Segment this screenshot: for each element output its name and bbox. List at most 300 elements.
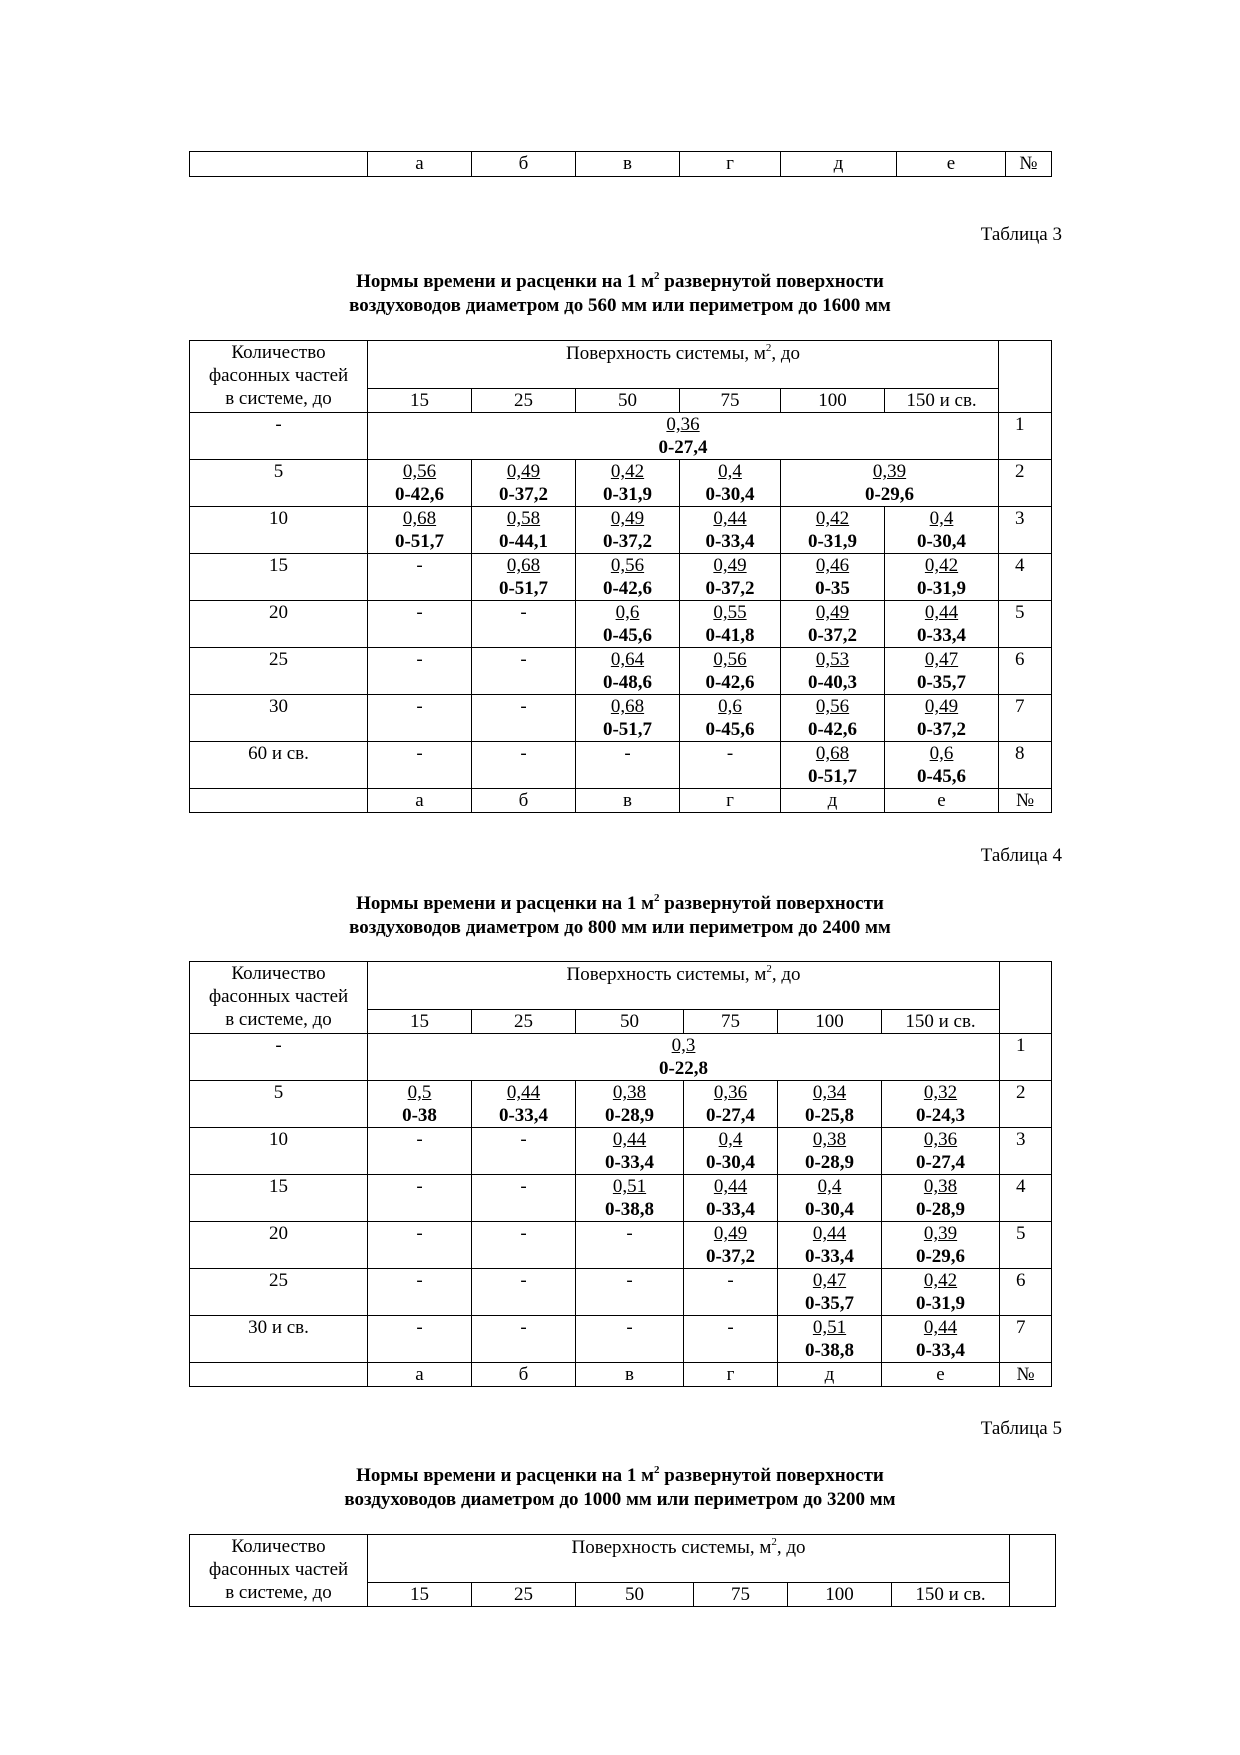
value-cell (680, 601, 781, 648)
row-number: 5 (999, 601, 1052, 648)
footer-blank (190, 152, 368, 177)
footer-col: д (778, 1363, 882, 1387)
value-cell (778, 1222, 882, 1269)
rate-price: 0-37,2 (705, 578, 755, 599)
qty-cell: 5 (190, 1081, 368, 1128)
prev-table-footer (189, 151, 1052, 177)
rate-price: 0-51,7 (394, 531, 445, 552)
row-number: 3 (999, 507, 1052, 554)
surface-col-header: 100 (781, 389, 885, 413)
qty-cell: 25 (190, 648, 368, 695)
row-number: 6 (999, 648, 1052, 695)
time-norm: 0,36 (923, 1129, 958, 1150)
time-norm: 0,44 (713, 1176, 748, 1197)
row-number: 1 (1000, 1034, 1052, 1081)
heading-line-1: Нормы времени и расценки на 1 $м^2$ развернутой поверхности (356, 891, 884, 914)
rate-price: 0-28,9 (604, 1105, 655, 1126)
time-norm: 0,44 (713, 508, 747, 529)
value-cell (781, 742, 885, 789)
surface-col-header: 100 (788, 1583, 892, 1607)
value-cell (882, 1222, 1000, 1269)
time-norm: 0,56 (610, 555, 645, 576)
time-norm: 0,42 (610, 461, 645, 482)
dash-cell: - (576, 1316, 684, 1363)
qty-cell: 30 (190, 695, 368, 742)
value-cell (368, 460, 472, 507)
surface-col-header: 75 (680, 389, 781, 413)
qty-header-line: Количество (231, 342, 326, 363)
merged-value-cell (368, 1034, 1000, 1081)
row-number: 1 (999, 413, 1052, 460)
dash-cell: - (368, 695, 472, 742)
qty-header (190, 962, 368, 1034)
rate-price: 0-30,4 (804, 1199, 855, 1220)
heading-line-1: Нормы времени и расценки на 1 $м^2$ развернутой поверхности (356, 1463, 884, 1486)
footer-col: № (999, 789, 1052, 813)
rate-price: 0-51,7 (807, 766, 858, 787)
table-3 (189, 340, 1052, 813)
value-cell (882, 1175, 1000, 1222)
value-cell (781, 601, 885, 648)
time-norm: 0,4 (929, 508, 954, 529)
surface-header: Поверхность системы, $м^2$, до (368, 1535, 1010, 1583)
table-row (190, 742, 1052, 789)
rate-price: 0-30,4 (705, 1152, 756, 1173)
rate-price: 0-42,6 (394, 484, 445, 505)
dash-cell: - (368, 1175, 472, 1222)
dash-cell: - (576, 1222, 684, 1269)
qty-header-line: фасонных частей (208, 1559, 349, 1580)
table-4-heading (189, 892, 1051, 940)
time-norm: 0,44 (812, 1223, 847, 1244)
value-cell (781, 554, 885, 601)
value-cell (576, 460, 680, 507)
time-norm: 0,3 (671, 1035, 696, 1056)
footer-col: б (472, 1363, 576, 1387)
value-cell (684, 1081, 778, 1128)
value-cell (882, 1269, 1000, 1316)
time-norm: 0,6 (718, 696, 742, 717)
dash-cell: - (368, 1128, 472, 1175)
dash-cell: - (472, 1222, 576, 1269)
footer-col: г (680, 152, 781, 177)
time-norm: 0,39 (872, 461, 907, 482)
footer-col: в (576, 152, 680, 177)
time-norm: 0,46 (815, 555, 850, 576)
value-cell (778, 1316, 882, 1363)
rate-price: 0-33,4 (604, 1152, 655, 1173)
dash-cell: - (576, 1269, 684, 1316)
footer-row (190, 789, 1052, 813)
surface-col-header: 25 (472, 1010, 576, 1034)
value-cell (778, 1128, 882, 1175)
rate-price: 0-35 (815, 578, 850, 599)
rate-price: 0-51,7 (602, 719, 653, 740)
value-cell (885, 554, 999, 601)
dash-cell: - (684, 1269, 778, 1316)
qty-header-line: в системе, до (225, 388, 332, 409)
surface-header: Поверхность системы, $м^2$, до (368, 341, 999, 389)
row-number: 8 (999, 742, 1052, 789)
time-norm: 0,47 (924, 649, 959, 670)
surface-col-header: 150 и св. (892, 1583, 1010, 1607)
surface-col-header: 15 (368, 389, 472, 413)
value-cell (472, 1081, 576, 1128)
value-cell (576, 601, 680, 648)
table-4-label: Таблица 4 (980, 845, 1062, 866)
time-norm: 0,36 (666, 414, 700, 435)
row-number: 2 (999, 460, 1052, 507)
rate-price: 0-33,4 (705, 1199, 756, 1220)
rate-price: 0-25,8 (804, 1105, 855, 1126)
footer-col: б (472, 789, 576, 813)
surface-col-header: 50 (576, 389, 680, 413)
rate-price: 0-35,7 (916, 672, 967, 693)
time-norm: 0,49 (506, 461, 541, 482)
row-number: 7 (999, 695, 1052, 742)
value-cell (576, 695, 680, 742)
rate-price: 0-44,1 (498, 531, 549, 552)
time-norm: 0,53 (815, 649, 850, 670)
rate-price: 0-37,2 (602, 531, 653, 552)
value-cell (885, 601, 999, 648)
value-cell (882, 1128, 1000, 1175)
table-row (190, 1034, 1052, 1081)
table-row (190, 554, 1052, 601)
time-norm: 0,51 (612, 1176, 647, 1197)
table-row (190, 1222, 1052, 1269)
footer-col: а (368, 789, 472, 813)
rate-price: 0-29,6 (915, 1246, 966, 1267)
footer-col: № (1000, 1363, 1052, 1387)
qty-header (190, 341, 368, 413)
table-row (190, 460, 1052, 507)
qty-cell: 30 и св. (190, 1316, 368, 1363)
dash-cell: - (472, 601, 576, 648)
qty-cell: 15 (190, 1175, 368, 1222)
footer-col: е (897, 152, 1006, 177)
time-norm: 0,44 (612, 1129, 647, 1150)
qty-header-line: Количество (231, 963, 326, 984)
num-header (999, 341, 1052, 413)
rate-price: 0-31,9 (602, 484, 653, 505)
footer-col: г (680, 789, 781, 813)
qty-header-line: в системе, до (225, 1582, 332, 1603)
qty-cell: 10 (190, 1128, 368, 1175)
footer-blank (190, 789, 368, 813)
time-norm: 0,44 (923, 1317, 958, 1338)
value-cell (576, 1175, 684, 1222)
rate-price: 0-28,9 (804, 1152, 855, 1173)
time-norm: 0,49 (713, 1223, 748, 1244)
rate-price: 0-40,3 (807, 672, 858, 693)
footer-col: д (781, 152, 897, 177)
dash-cell: - (368, 1269, 472, 1316)
qty-cell: - (190, 1034, 368, 1081)
time-norm: 0,56 (713, 649, 747, 670)
footer-col: е (882, 1363, 1000, 1387)
rate-price: 0-45,6 (705, 719, 755, 740)
table-row (190, 1128, 1052, 1175)
surface-col-header: 150 и св. (885, 389, 999, 413)
time-norm: 0,4 (817, 1176, 842, 1197)
footer-col: № (1006, 152, 1052, 177)
surface-col-header: 100 (778, 1010, 882, 1034)
rate-price: 0-31,9 (916, 578, 967, 599)
table-row (190, 1316, 1052, 1363)
row-number: 4 (999, 554, 1052, 601)
rate-price: 0-42,6 (602, 578, 653, 599)
qty-cell: 20 (190, 601, 368, 648)
value-cell (680, 460, 781, 507)
rate-price: 0-38,8 (604, 1199, 655, 1220)
dash-cell: - (368, 1222, 472, 1269)
dash-cell: - (368, 1316, 472, 1363)
rate-price: 0-22,8 (658, 1058, 709, 1079)
rate-price: 0-33,4 (916, 625, 967, 646)
dash-cell: - (472, 742, 576, 789)
table-row (190, 1081, 1052, 1128)
value-cell (472, 460, 576, 507)
row-number: 5 (1000, 1222, 1052, 1269)
time-norm: 0,34 (812, 1082, 847, 1103)
time-norm: 0,44 (924, 602, 959, 623)
footer-row (190, 152, 1052, 177)
time-norm: 0,68 (610, 696, 645, 717)
time-norm: 0,42 (924, 555, 959, 576)
dash-cell: - (576, 742, 680, 789)
dash-cell: - (472, 648, 576, 695)
surface-col-header: 25 (472, 1583, 576, 1607)
qty-cell: 15 (190, 554, 368, 601)
rate-price: 0-37,2 (807, 625, 858, 646)
time-norm: 0,68 (815, 743, 850, 764)
value-cell (684, 1222, 778, 1269)
rate-price: 0-24,3 (915, 1105, 966, 1126)
rate-price: 0-38 (402, 1105, 437, 1126)
rate-price: 0-31,9 (915, 1293, 966, 1314)
time-norm: 0,68 (506, 555, 541, 576)
rate-price: 0-33,4 (915, 1340, 966, 1361)
table-3-heading (189, 270, 1051, 318)
time-norm: 0,55 (713, 602, 747, 623)
rate-price: 0-27,4 (705, 1105, 756, 1126)
rate-price: 0-45,6 (916, 766, 967, 787)
time-norm: 0,38 (812, 1129, 847, 1150)
time-norm: 0,36 (713, 1082, 748, 1103)
time-norm: 0,6 (929, 743, 954, 764)
time-norm: 0,32 (923, 1082, 958, 1103)
value-cell (781, 648, 885, 695)
surface-col-header: 50 (576, 1583, 694, 1607)
value-cell (781, 695, 885, 742)
rate-price: 0-33,4 (498, 1105, 549, 1126)
footer-col: в (576, 1363, 684, 1387)
value-cell (576, 1128, 684, 1175)
row-number: 3 (1000, 1128, 1052, 1175)
surface-col-header: 25 (472, 389, 576, 413)
time-norm: 0,4 (718, 461, 742, 482)
qty-header-line: в системе, до (225, 1009, 332, 1030)
footer-blank (190, 1363, 368, 1387)
qty-cell: - (190, 413, 368, 460)
table-3-label: Таблица 3 (980, 224, 1062, 245)
table-row (190, 507, 1052, 554)
header-row (190, 962, 1052, 1010)
table-5 (189, 1534, 1056, 1607)
header-row (190, 1535, 1056, 1583)
value-cell (885, 507, 999, 554)
rate-price: 0-37,2 (916, 719, 967, 740)
rate-price: 0-42,6 (705, 672, 755, 693)
surface-col-header: 50 (576, 1010, 684, 1034)
rate-price: 0-45,6 (602, 625, 653, 646)
value-cell (576, 648, 680, 695)
value-cell (781, 507, 885, 554)
qty-cell: 25 (190, 1269, 368, 1316)
rate-price: 0-28,9 (915, 1199, 966, 1220)
time-norm: 0,4 (718, 1129, 743, 1150)
rate-price: 0-51,7 (498, 578, 549, 599)
merged-value-cell (781, 460, 999, 507)
value-cell (576, 507, 680, 554)
dash-cell: - (472, 1269, 576, 1316)
row-number: 4 (1000, 1175, 1052, 1222)
value-cell (885, 695, 999, 742)
time-norm: 0,6 (615, 602, 640, 623)
table-4 (189, 961, 1052, 1387)
rate-price: 0-33,4 (705, 531, 755, 552)
footer-col: г (684, 1363, 778, 1387)
time-norm: 0,42 (923, 1270, 958, 1291)
surface-col-header: 75 (694, 1583, 788, 1607)
rate-price: 0-27,4 (915, 1152, 966, 1173)
qty-header-line: фасонных частей (208, 986, 349, 1007)
rate-price: 0-27,4 (658, 437, 708, 458)
value-cell (680, 507, 781, 554)
num-header (1000, 962, 1052, 1034)
heading-line-1: Нормы времени и расценки на 1 $м^2$ развернутой поверхности (356, 269, 884, 292)
rate-price: 0-35,7 (804, 1293, 855, 1314)
dash-cell: - (368, 742, 472, 789)
rate-price: 0-29,6 (864, 484, 915, 505)
value-cell (680, 648, 781, 695)
qty-header-line: Количество (231, 1536, 326, 1557)
dash-cell: - (368, 554, 472, 601)
footer-row (190, 1363, 1052, 1387)
table-5-label: Таблица 5 (980, 1418, 1062, 1439)
time-norm: 0,39 (923, 1223, 958, 1244)
table-row (190, 695, 1052, 742)
time-norm: 0,38 (612, 1082, 647, 1103)
time-norm: 0,64 (610, 649, 645, 670)
heading-line-2: воздуховодов диаметром до 560 мм или периметром до 1600 мм (349, 295, 891, 316)
heading-line-2: воздуховодов диаметром до 1000 мм или периметром до 3200 мм (344, 1489, 896, 1510)
qty-cell: 60 и св. (190, 742, 368, 789)
rate-price: 0-30,4 (705, 484, 755, 505)
dash-cell: - (472, 1175, 576, 1222)
value-cell (576, 1081, 684, 1128)
time-norm: 0,38 (923, 1176, 958, 1197)
time-norm: 0,49 (815, 602, 850, 623)
value-cell (778, 1175, 882, 1222)
rate-price: 0-37,2 (498, 484, 549, 505)
merged-value-cell (368, 413, 999, 460)
surface-col-header: 15 (368, 1010, 472, 1034)
header-row (190, 341, 1052, 389)
surface-col-header: 75 (684, 1010, 778, 1034)
time-norm: 0,49 (924, 696, 959, 717)
row-number: 6 (1000, 1269, 1052, 1316)
time-norm: 0,56 (815, 696, 850, 717)
time-norm: 0,47 (812, 1270, 847, 1291)
dash-cell: - (680, 742, 781, 789)
row-number: 7 (1000, 1316, 1052, 1363)
footer-col: е (885, 789, 999, 813)
dash-cell: - (684, 1316, 778, 1363)
footer-col: а (368, 152, 472, 177)
footer-col: б (472, 152, 576, 177)
footer-col: а (368, 1363, 472, 1387)
value-cell (684, 1175, 778, 1222)
time-norm: 0,44 (506, 1082, 541, 1103)
rate-price: 0-31,9 (807, 531, 858, 552)
value-cell (472, 554, 576, 601)
surface-col-header: 15 (368, 1583, 472, 1607)
table-5-heading (189, 1464, 1051, 1512)
value-cell (778, 1081, 882, 1128)
table-row (190, 648, 1052, 695)
surface-col-header: 150 и св. (882, 1010, 1000, 1034)
value-cell (472, 507, 576, 554)
value-cell (882, 1081, 1000, 1128)
time-norm: 0,56 (402, 461, 437, 482)
value-cell (368, 1081, 472, 1128)
rate-price: 0-37,2 (705, 1246, 756, 1267)
rate-price: 0-42,6 (807, 719, 858, 740)
value-cell (885, 648, 999, 695)
rate-price: 0-33,4 (804, 1246, 855, 1267)
rate-price: 0-48,6 (602, 672, 653, 693)
value-cell (684, 1128, 778, 1175)
value-cell (778, 1269, 882, 1316)
value-cell (882, 1316, 1000, 1363)
table-row (190, 601, 1052, 648)
dash-cell: - (472, 695, 576, 742)
surface-header: Поверхность системы, $м^2$, до (368, 962, 1000, 1010)
qty-header (190, 1535, 368, 1607)
value-cell (680, 554, 781, 601)
dash-cell: - (368, 601, 472, 648)
row-number: 2 (1000, 1081, 1052, 1128)
rate-price: 0-38,8 (804, 1340, 855, 1361)
qty-cell: 10 (190, 507, 368, 554)
time-norm: 0,42 (815, 508, 850, 529)
time-norm: 0,5 (407, 1082, 432, 1103)
footer-col: д (781, 789, 885, 813)
time-norm: 0,49 (610, 508, 645, 529)
dash-cell: - (472, 1128, 576, 1175)
qty-cell: 5 (190, 460, 368, 507)
dash-cell: - (368, 648, 472, 695)
time-norm: 0,68 (402, 508, 437, 529)
rate-price: 0-41,8 (705, 625, 755, 646)
footer-col: в (576, 789, 680, 813)
dash-cell: - (472, 1316, 576, 1363)
time-norm: 0,49 (713, 555, 747, 576)
value-cell (680, 695, 781, 742)
heading-line-2: воздуховодов диаметром до 800 мм или периметром до 2400 мм (349, 917, 891, 938)
